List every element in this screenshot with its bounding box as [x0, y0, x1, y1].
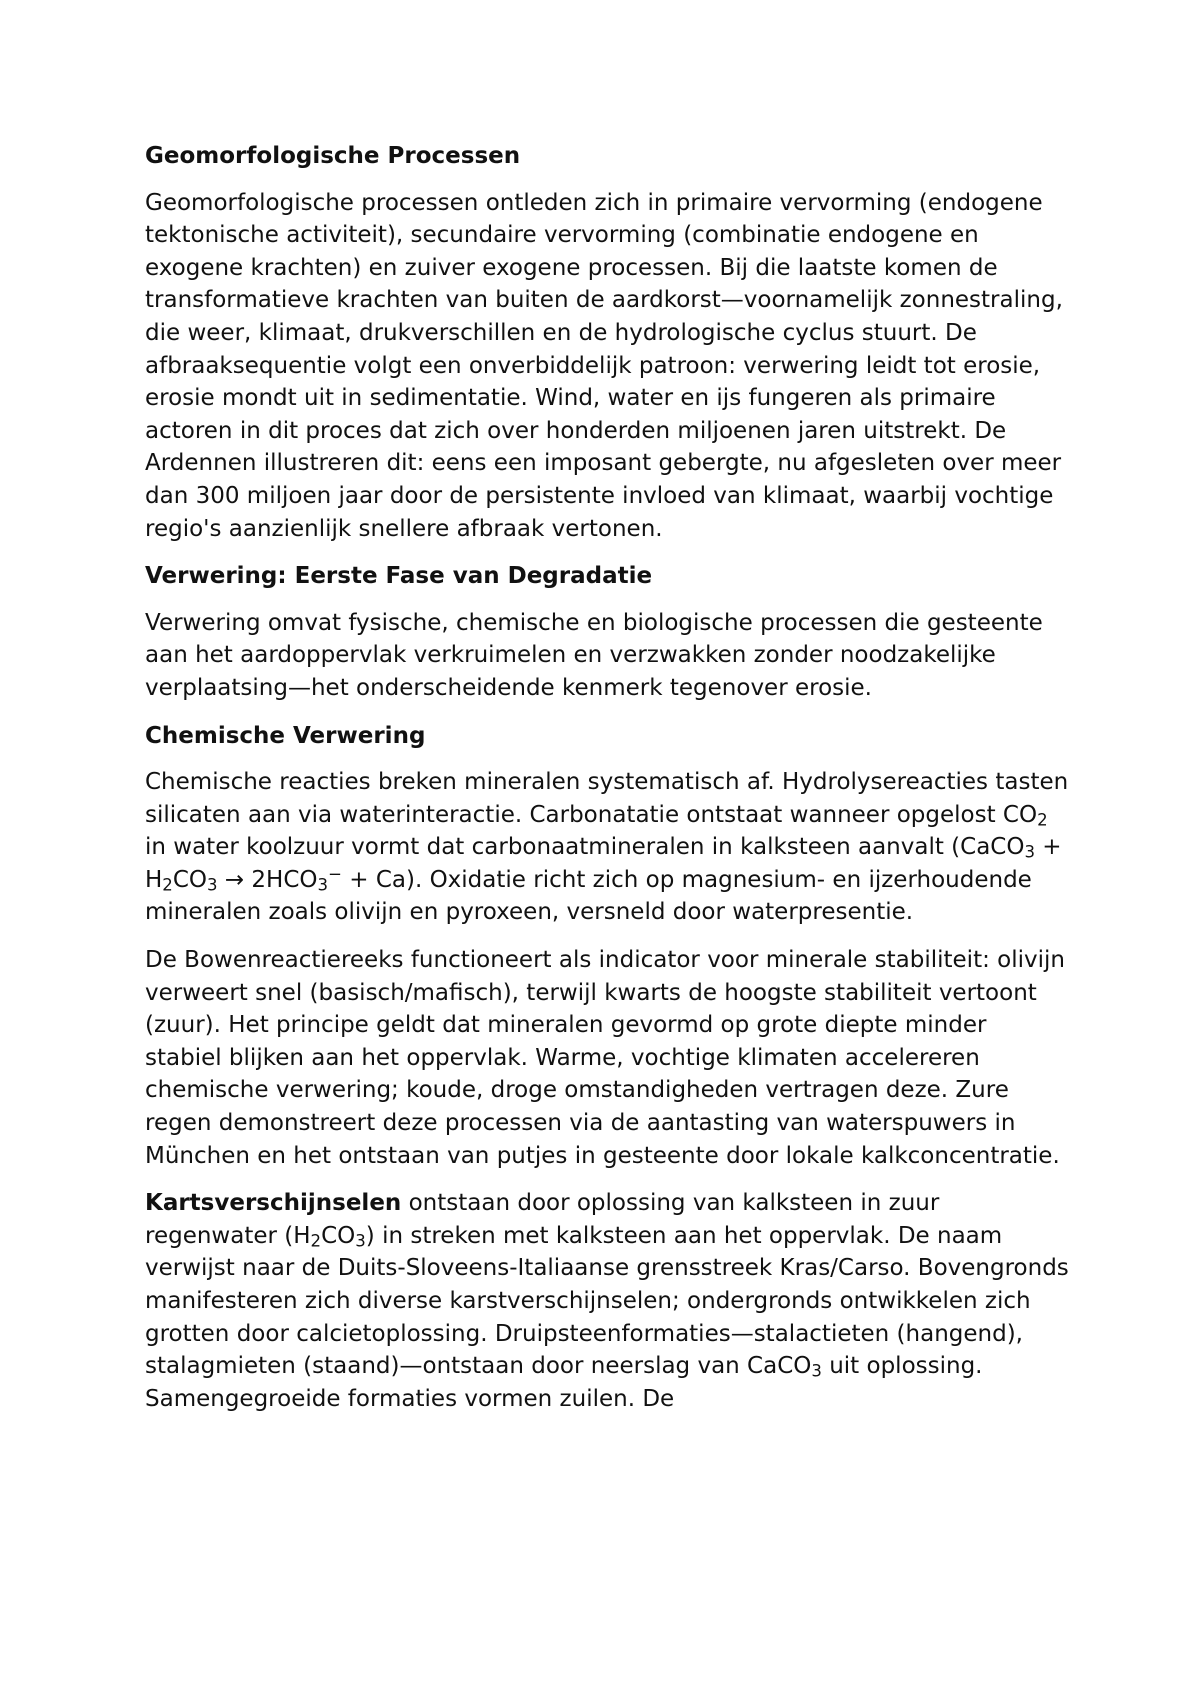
paragraph-verwering: Verwering omvat fysische, chemische en biologische processen die gesteente aan het aardoppervlak verkruimelen en verzwakken zonder noodzakelijke verplaatsing—het onderscheidende kenmerk tegenover erosie.	[145, 609, 1043, 701]
term-kartsverschijnselen: Kartsverschijnselen	[145, 1190, 402, 1217]
paragraph-kartsverschijnselen: Kartsverschijnselen ontstaan door oplossing van kalksteen in zuur regenwater $(H_2CO_3)$ in streken met kalksteen aan het oppervlak. De naam verwijst naar de Duits-Sloveens-Italiaanse grensstreek Kras/Carso. Bovengronds manifesteren zich diverse karstverschijnselen; ondergronds ontwikkelen zich grotten door calcietoplossing. Druipsteenformaties—stalactieten (hangend), stalagmieten (staand)—ontstaan door neerslag van CaCO$_3$ uit oplossing. Samengegroeide formaties vormen zuilen. De	[145, 1190, 1069, 1412]
heading-verwering: Verwering: Eerste Fase van Degradatie	[145, 563, 653, 590]
heading-geomorfologische-processen: Geomorfologische Processen	[145, 143, 521, 169]
paragraph-bowenreactiereeks: De Bowenreactiereeks functioneert als indicator voor minerale stabiliteit: olivijn verweert snel (basisch/mafisch), terwijl kwarts de hoogste stabiliteit vertoont (zuur). Het principe geldt dat mineralen gevormd op grote diepte minder stabiel blijken aan het oppervlak. Warme, vochtige klimaten accelereren chemische verwering; koude, droge omstandigheden vertragen deze. Zure regen demonstreert deze processen via de aantasting van waterspuwers in München en het ontstaan van putjes in gesteente door lokale kalkconcentratie.	[145, 947, 1065, 1169]
document-page	[145, 140, 1070, 1430]
paragraph-intro: Geomorfologische processen ontleden zich in primaire vervorming (endogene tektonische activiteit), secundaire vervorming (combinatie endogene en exogene krachten) en zuiver exogene processen. Bij die laatste komen de transformatieve krachten van buiten de aardkorst—voornamelijk zonnestraling, die weer, klimaat, drukverschillen en de hydrologische cyclus stuurt. De afbraaksequentie volgt een onverbiddelijk patroon: verwering leidt tot erosie, erosie mondt uit in sedimentatie. Wind, water en ijs fungeren als primaire actoren in dit proces dat zich over honderden miljoenen jaren uitstrekt. De Ardennen illustreren dit: eens een imposant gebergte, nu afgesleten over meer dan 300 miljoen jaar door de persistente invloed van klimaat, waarbij vochtige regio's aanzienlijk snellere afbraak vertonen.	[145, 189, 1063, 542]
paragraph-chemische-verwering: Chemische reacties breken mineralen systematisch af. Hydrolysereacties tasten silicaten aan via waterinteractie. Carbonatatie ontstaat wanneer opgelost $CO_2$ in water koolzuur vormt dat carbonaatmineralen in kalksteen aanvalt (CaCO$_3$ + $H_2CO_3 \to 2HCO_3^- + Ca$). Oxidatie richt zich op magnesium- en ijzerhoudende mineralen zoals olivijn en pyroxeen, versneld door waterpresentie.	[145, 769, 1069, 926]
heading-chemische-verwering: Chemische Verwering	[145, 722, 426, 749]
